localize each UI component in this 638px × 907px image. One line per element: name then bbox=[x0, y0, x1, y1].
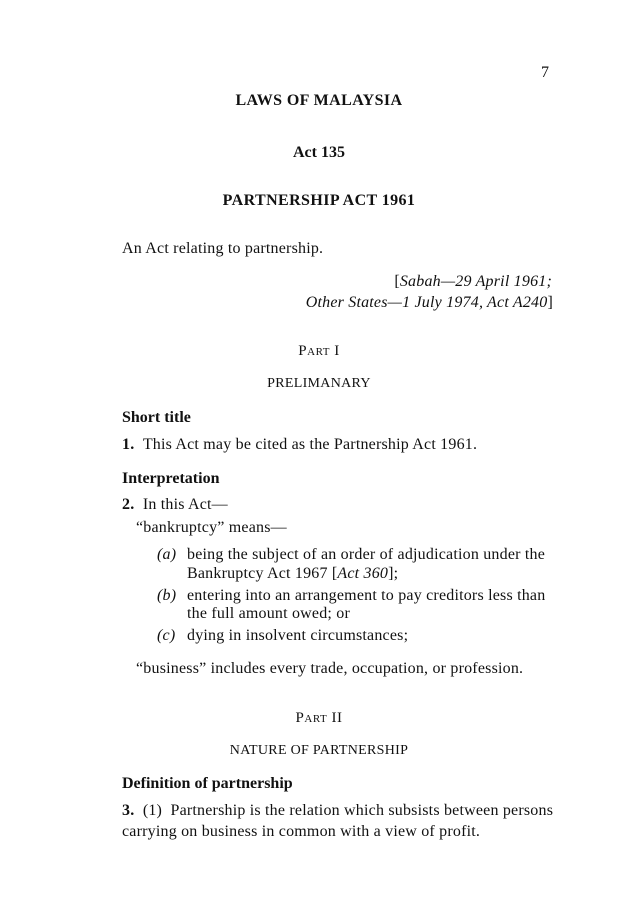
short-title-heading: Short title bbox=[122, 409, 191, 426]
page-number: 7 bbox=[541, 64, 549, 81]
item-a-line-1: (a) being the subject of an order of adjudication under the bbox=[157, 546, 545, 563]
commencement-line-2: Other States—1 July 1974, Act A240] bbox=[305, 294, 553, 311]
item-b-line-2: the full amount owed; or bbox=[187, 605, 350, 622]
part-2-title: NATURE OF PARTNERSHIP bbox=[229, 743, 409, 758]
section-2-intro: 2. In this Act— bbox=[122, 496, 228, 513]
section-3-line-2: carrying on business in common with a view of profit. bbox=[122, 823, 481, 840]
act-title: PARTNERSHIP ACT 1961 bbox=[222, 192, 416, 209]
item-b-line-1: (b) entering into an arrangement to pay creditors less than bbox=[157, 587, 546, 604]
act-number: Act 135 bbox=[293, 144, 345, 161]
commencement-line-1: [Sabah—29 April 1961; bbox=[394, 273, 552, 290]
part-2-label: Part II bbox=[295, 710, 343, 726]
part-1-title: PRELIMANARY bbox=[267, 376, 371, 391]
item-c-line-1: (c) dying in insolvent circumstances; bbox=[157, 627, 409, 644]
definition-heading: Definition of partnership bbox=[122, 775, 293, 792]
part-1-label: Part I bbox=[298, 343, 340, 359]
item-a-line-2: Bankruptcy Act 1967 [Act 360]; bbox=[187, 565, 399, 582]
long-title: An Act relating to partnership. bbox=[122, 240, 324, 257]
laws-of-malaysia-heading: LAWS OF MALAYSIA bbox=[235, 92, 403, 109]
business-definition: “business” includes every trade, occupation, or profession. bbox=[136, 660, 524, 677]
section-3-line-1: 3. (1) Partnership is the relation which subsists between persons bbox=[122, 802, 554, 819]
bankruptcy-definition: “bankruptcy” means— bbox=[136, 519, 287, 536]
interpretation-heading: Interpretation bbox=[122, 470, 220, 487]
section-1: 1. This Act may be cited as the Partnership Act 1961. bbox=[122, 436, 478, 453]
